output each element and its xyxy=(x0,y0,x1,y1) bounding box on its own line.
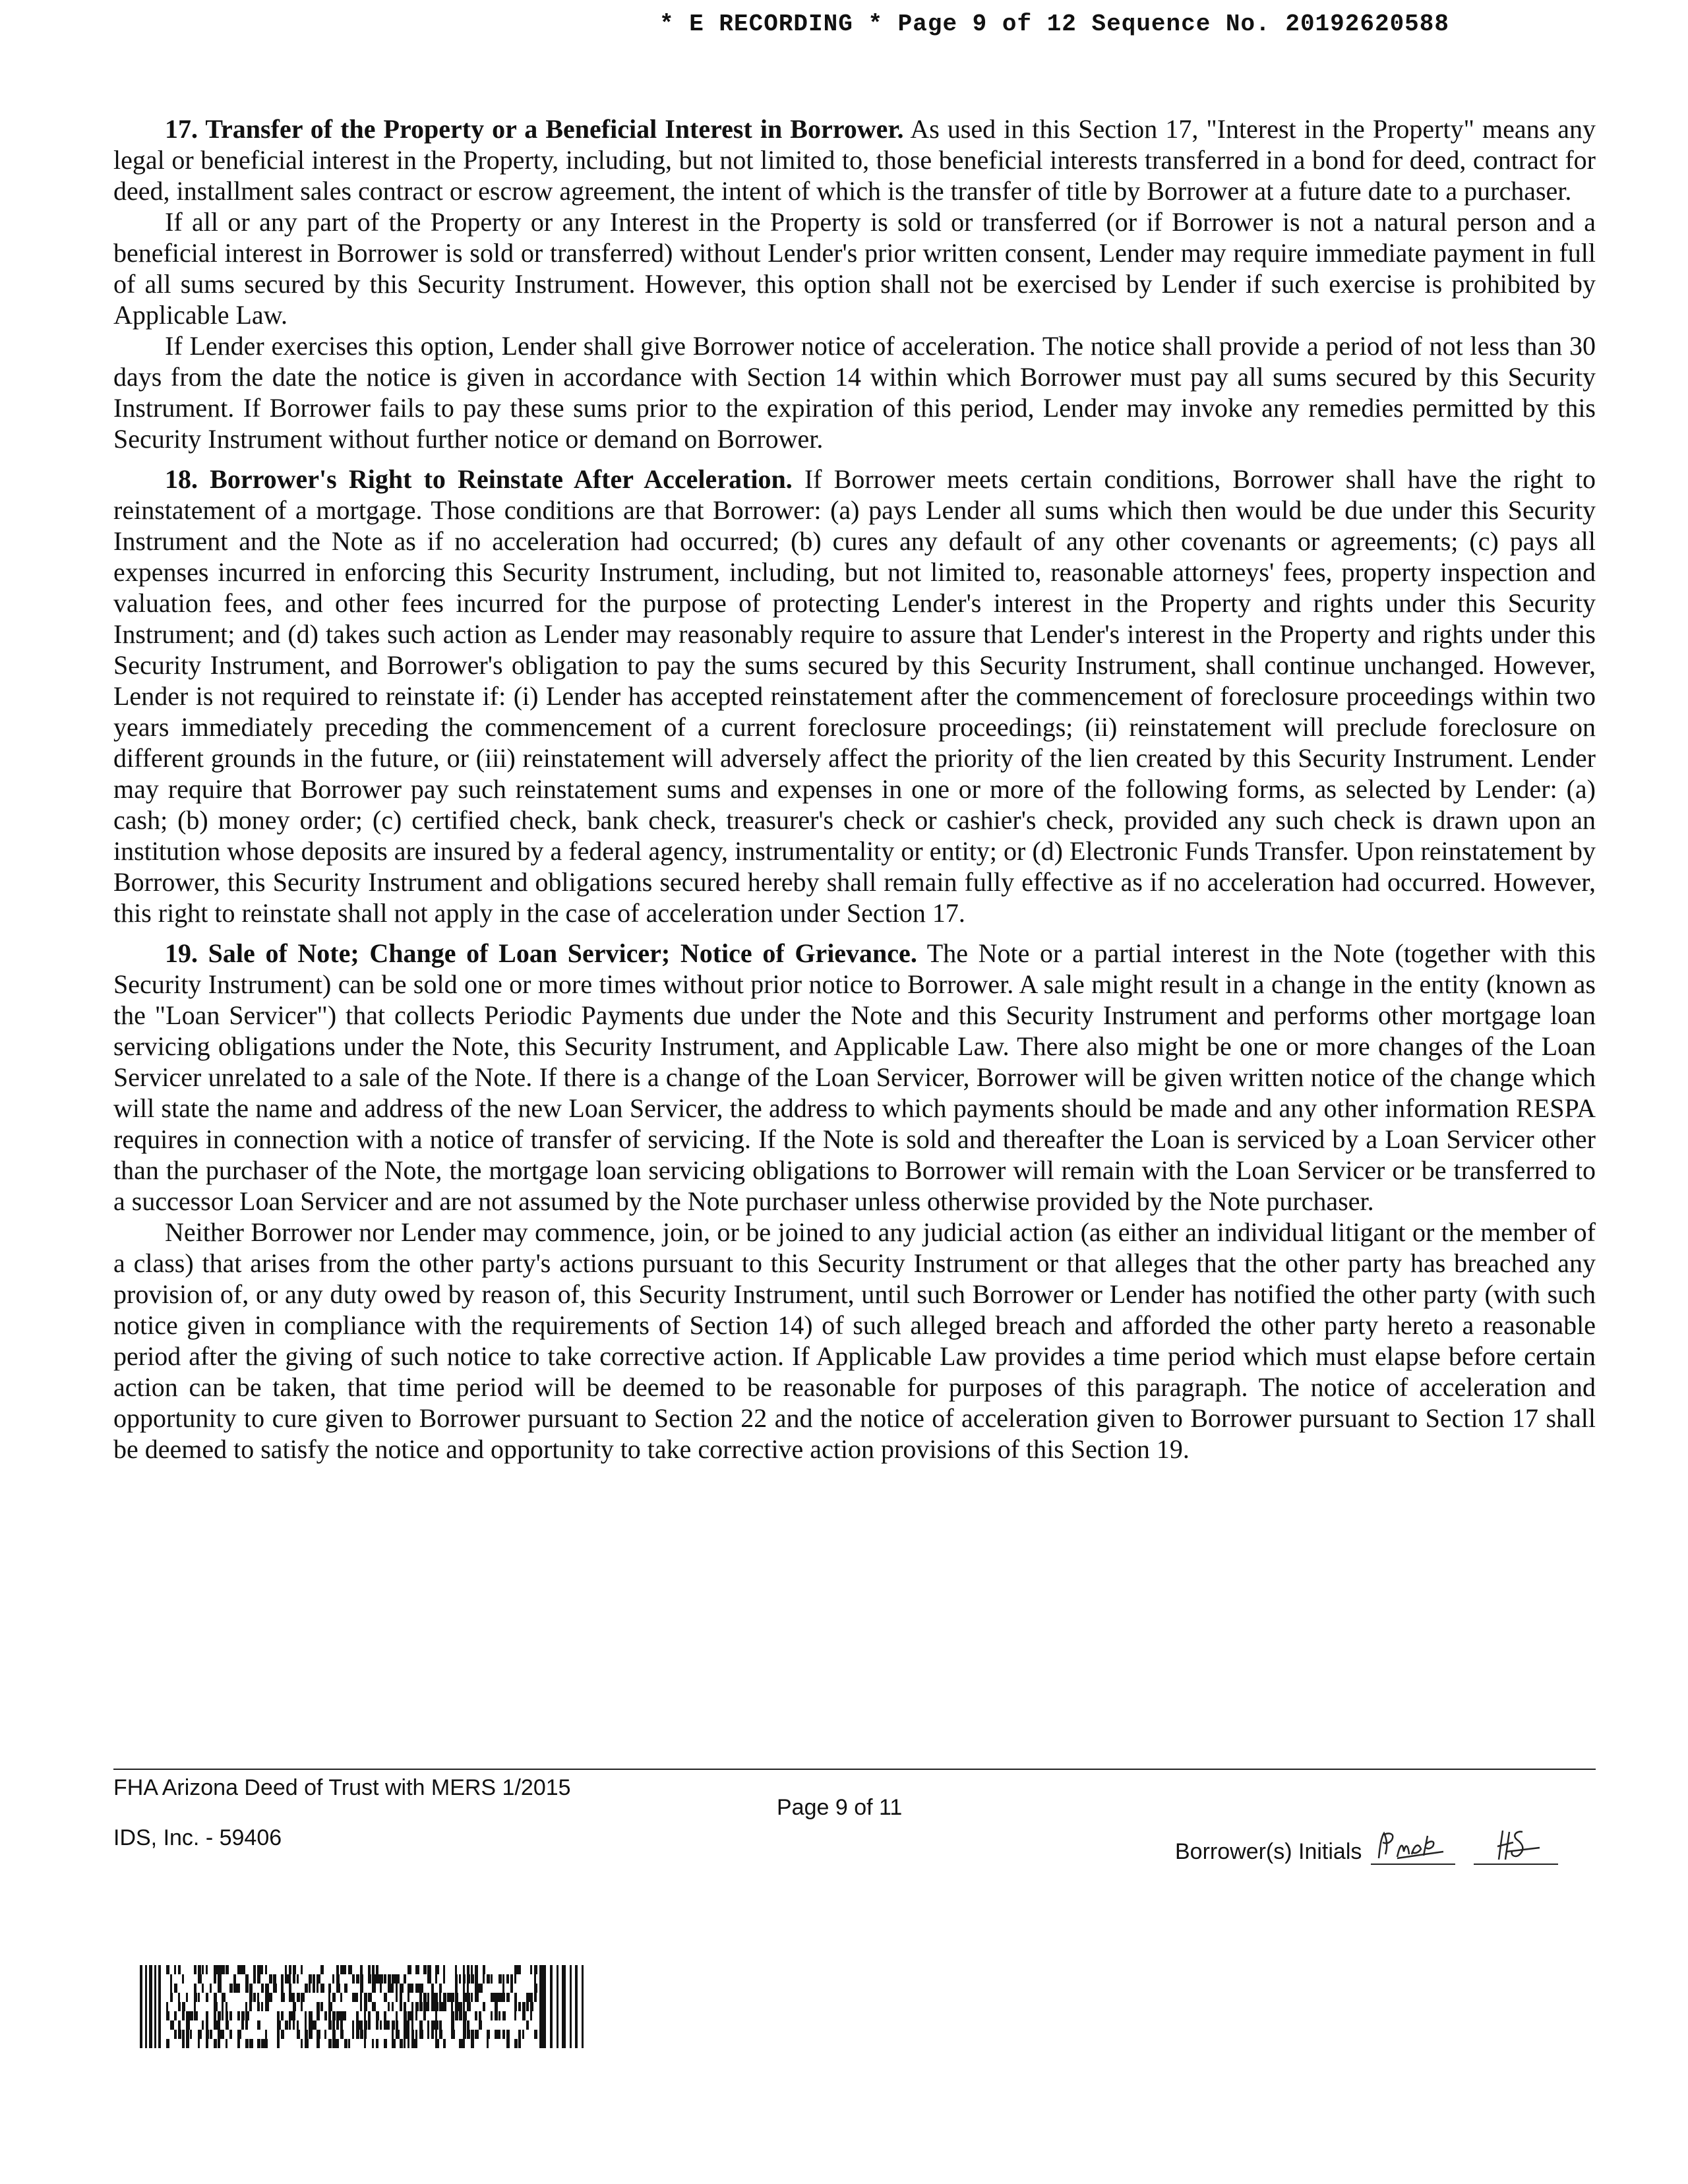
section-19-paragraph-2: Neither Borrower nor Lender may commence, join, or be joined to any judicial action (as either an individual litigant or the member of a class) that arises from the other party's actions pursuant to this Security Instrument or that alleges that the other party has breached any provision of, or any duty owed by reason of, this Security Instrument, until such Borrower or Lender has notified the other party (with such notice given in compliance with the requirements of Section 14) of such alleged breach and afforded the other party hereto a reasonable period after the giving of such notice to take corrective action. If Applicable Law provides a time period which must elapse before certain action can be taken, that time period will be deemed to be reasonable for purposes of this paragraph. The notice of acceleration and opportunity to cure given to Borrower pursuant to Section 22 and the notice of acceleration given to Borrower pursuant to Section 17 shall be deemed to satisfy the notice and opportunity to take corrective action provisions of this Section 19. xyxy=(113,1217,1596,1464)
section-19-paragraph-1 xyxy=(113,938,1596,1217)
barcode-bars xyxy=(140,1965,584,2048)
initials-line-1 xyxy=(1371,1825,1455,1865)
initials-label: Borrower(s) Initials xyxy=(1175,1839,1362,1864)
recording-header: * E RECORDING * Page 9 of 12 Sequence No. 20192620588 xyxy=(659,11,1449,38)
section-17-paragraph-2: If all or any part of the Property or any Interest in the Property is sold or transferred (or if Borrower is not a natural person and a beneficial interest in Borrower is sold or transferred) without Lender's prior written consent, Lender may require immediate payment in full of all sums secured by this Security Instrument. However, this option shall not be exercised by Lender if such exercise is prohibited by Applicable Law. xyxy=(113,207,1596,330)
section-18-heading: 18. Borrower's Right to Reinstate After Acceleration. xyxy=(165,464,793,494)
section-17-paragraph-3: If Lender exercises this option, Lender shall give Borrower notice of acceleration. The notice shall provide a period of not less than 30 days from the date the notice is given in accordance with Section 14 within which Borrower must pay all sums secured by this Security Instrument. If Borrower fails to pay these sums prior to the expiration of this period, Lender may invoke any remedies permitted by this Security Instrument without further notice or demand on Borrower. xyxy=(113,331,1596,454)
footer-page-number: Page 9 of 11 xyxy=(777,1795,903,1820)
footer-vendor: IDS, Inc. - 59406 xyxy=(113,1825,282,1850)
footer-form-name: FHA Arizona Deed of Trust with MERS 1/2015 xyxy=(113,1775,571,1800)
section-18-text-1: If Borrower meets certain conditions, Borrower shall have the right to reinstatement of a mortgage. Those conditions are that Borrower: (a) pays Lender all sums which then would be due under this Security Instrument and the Note as if no acceleration had occurred; (b) cures any default of any other covenants or agreements; (c) pays all expenses incurred in enforcing this Security Instrument, including, but not limited to, reasonable attorneys' fees, property inspection and valuation fees, and other fees incurred for the purpose of protecting Lender's interest in the Property and rights under this Security Instrument; and (d) takes such action as Lender may reasonably require to assure that Lender's interest in the Property and rights under this Security Instrument, and Borrower's obligation to pay the sums secured by this Security Instrument, shall continue unchanged. However, Lender is not required to reinstate if: (i) Lender has accepted reinstatement after the commencement of foreclosure proceedings within two years immediately preceding the commencement of a current foreclosure proceedings; (ii) reinstatement will preclude foreclosure on different grounds in the future, or (iii) reinstatement will adversely affect the priority of the lien created by this Security Instrument. Lender may require that Borrower pay such reinstatement sums and expenses in one or more of the following forms, as selected by Lender: (a) cash; (b) money order; (c) certified check, bank check, treasurer's check or cashier's check, provided any such check is drawn upon an institution whose deposits are insured by a federal agency, instrumentality or entity; or (d) Electronic Funds Transfer. Upon reinstatement by Borrower, this Security Instrument and obligations secured hereby shall remain fully effective as if no acceleration had occurred. However, this right to reinstate shall not apply in the case of acceleration under Section 17. xyxy=(113,464,1596,928)
section-17-heading: 17. Transfer of the Property or a Beneficial Interest in Borrower. xyxy=(165,114,904,144)
initials-line-2 xyxy=(1474,1825,1558,1865)
section-18-paragraph-1 xyxy=(113,464,1596,928)
handwritten-initials-1 xyxy=(1371,1825,1455,1864)
document-body xyxy=(113,113,1596,1465)
section-17-paragraph-1 xyxy=(113,113,1596,206)
footer-initials xyxy=(1175,1825,1558,1865)
footer-divider xyxy=(113,1769,1596,1770)
section-19-heading: 19. Sale of Note; Change of Loan Servicer; Notice of Grievance. xyxy=(165,938,917,968)
section-17-text-1: As used in this Section 17, "Interest in the Property" means any legal or beneficial interest in the Property, including, but not limited to, those beneficial interests transferred in a bond for deed, contract for deed, installment sales contract or escrow agreement, the intent of which is the transfer of title by Borrower at a future date to a purchaser. xyxy=(113,114,1596,206)
handwritten-initials-2 xyxy=(1474,1825,1558,1864)
barcode xyxy=(140,1965,588,2048)
section-19-text-1: The Note or a partial interest in the Note (together with this Security Instrument) can be sold one or more times without prior notice to Borrower. A sale might result in a change in the entity (known as the "Loan Servicer") that collects Periodic Payments due under the Note and this Security Instrument and performs other mortgage loan servicing obligations under the Note, this Security Instrument, and Applicable Law. There also might be one or more changes of the Loan Servicer unrelated to a sale of the Note. If there is a change of the Loan Servicer, Borrower will be given written notice of the change which will state the name and address of the new Loan Servicer, the address to which payments should be made and any other information RESPA requires in connection with a notice of transfer of servicing. If the Note is sold and thereafter the Loan is serviced by a Loan Servicer other than the purchaser of the Note, the mortgage loan servicing obligations to Borrower will remain with the Loan Servicer or be transferred to a successor Loan Servicer and are not assumed by the Note purchaser unless otherwise provided by the Note purchaser. xyxy=(113,938,1596,1216)
